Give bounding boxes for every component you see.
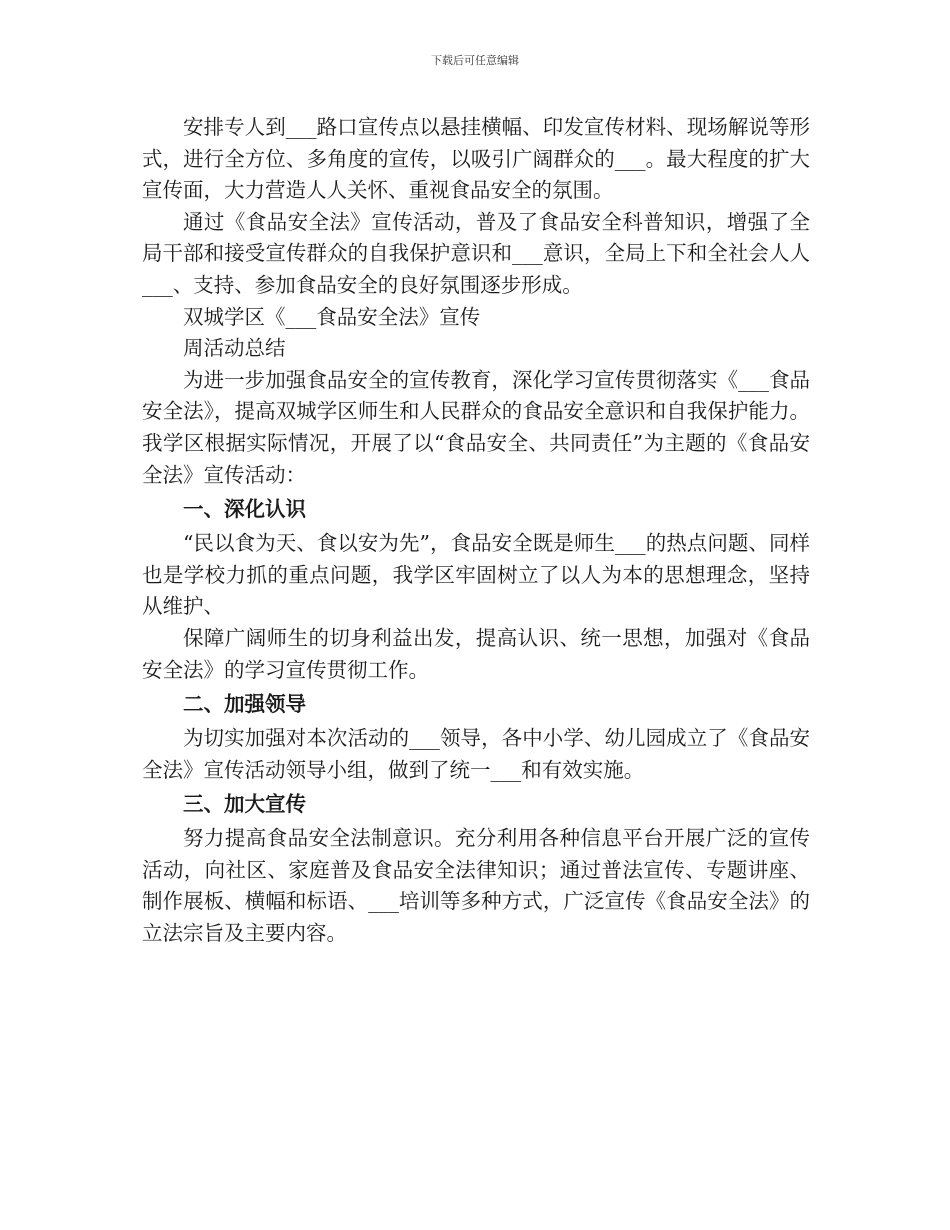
- paragraph-6: 为切实加强对本次活动的___领导，各中小学、幼儿园成立了《食品安全法》宣传活动领导小组，做到了统一___和有效实施。: [142, 726, 810, 782]
- title-line-2: 周活动总结: [183, 336, 286, 361]
- paragraph-1: 安排专人到___路口宣传点以悬挂横幅、印发宣传材料、现场解说等形式，进行全方位、多角度的宣传，以吸引广阔群众的___。最大程度的扩大宣传面，大力营造人人关怀、重视食品安全的氛围。: [142, 115, 810, 203]
- paragraph-7: 努力提高食品安全法制意识。充分利用各种信息平台开展广泛的宣传活动，向社区、家庭普及食品安全法律知识；通过普法宣传、专题讲座、制作展板、横幅和标语、___培训等多种方式，广泛宣传《食品安全法》的立法宗旨及主要内容。: [142, 826, 810, 946]
- page-header: 下载后可任意编辑: [431, 54, 519, 67]
- paragraph-2: 通过《食品安全法》宣传活动，普及了食品安全科普知识，增强了全局干部和接受宣传群众的自我保护意识和___意识，全局上下和全社会人人___、支持、参加食品安全的良好氛围逐步形成。: [142, 209, 810, 297]
- paragraph-3: 为进一步加强食品安全的宣传教育，深化学习宣传贯彻落实《___食品安全法》，提高双城学区师生和人民群众的食品安全意识和自我保护能力。我学区根据实际情况，开展了以“食品安全、共同责任”为主题的《食品安全法》宣传活动：: [142, 367, 810, 487]
- section-heading-1: 一、深化认识: [183, 497, 306, 522]
- title-line-1: 双城学区《___食品安全法》宣传: [183, 304, 481, 329]
- paragraph-4: “民以食为天、食以安为先”，食品安全既是师生___的热点问题、同样也是学校力抓的重点问题，我学区牢固树立了以人为本的思想理念，坚持从维护、: [142, 531, 810, 619]
- section-heading-2: 二、加强领导: [183, 692, 306, 717]
- document-body: [142, 112, 810, 950]
- section-heading-3: 三、加大宣传: [183, 792, 306, 817]
- paragraph-5: 保障广阔师生的切身利益出发，提高认识、统一思想，加强对《食品安全法》的学习宣传贯彻工作。: [142, 625, 810, 682]
